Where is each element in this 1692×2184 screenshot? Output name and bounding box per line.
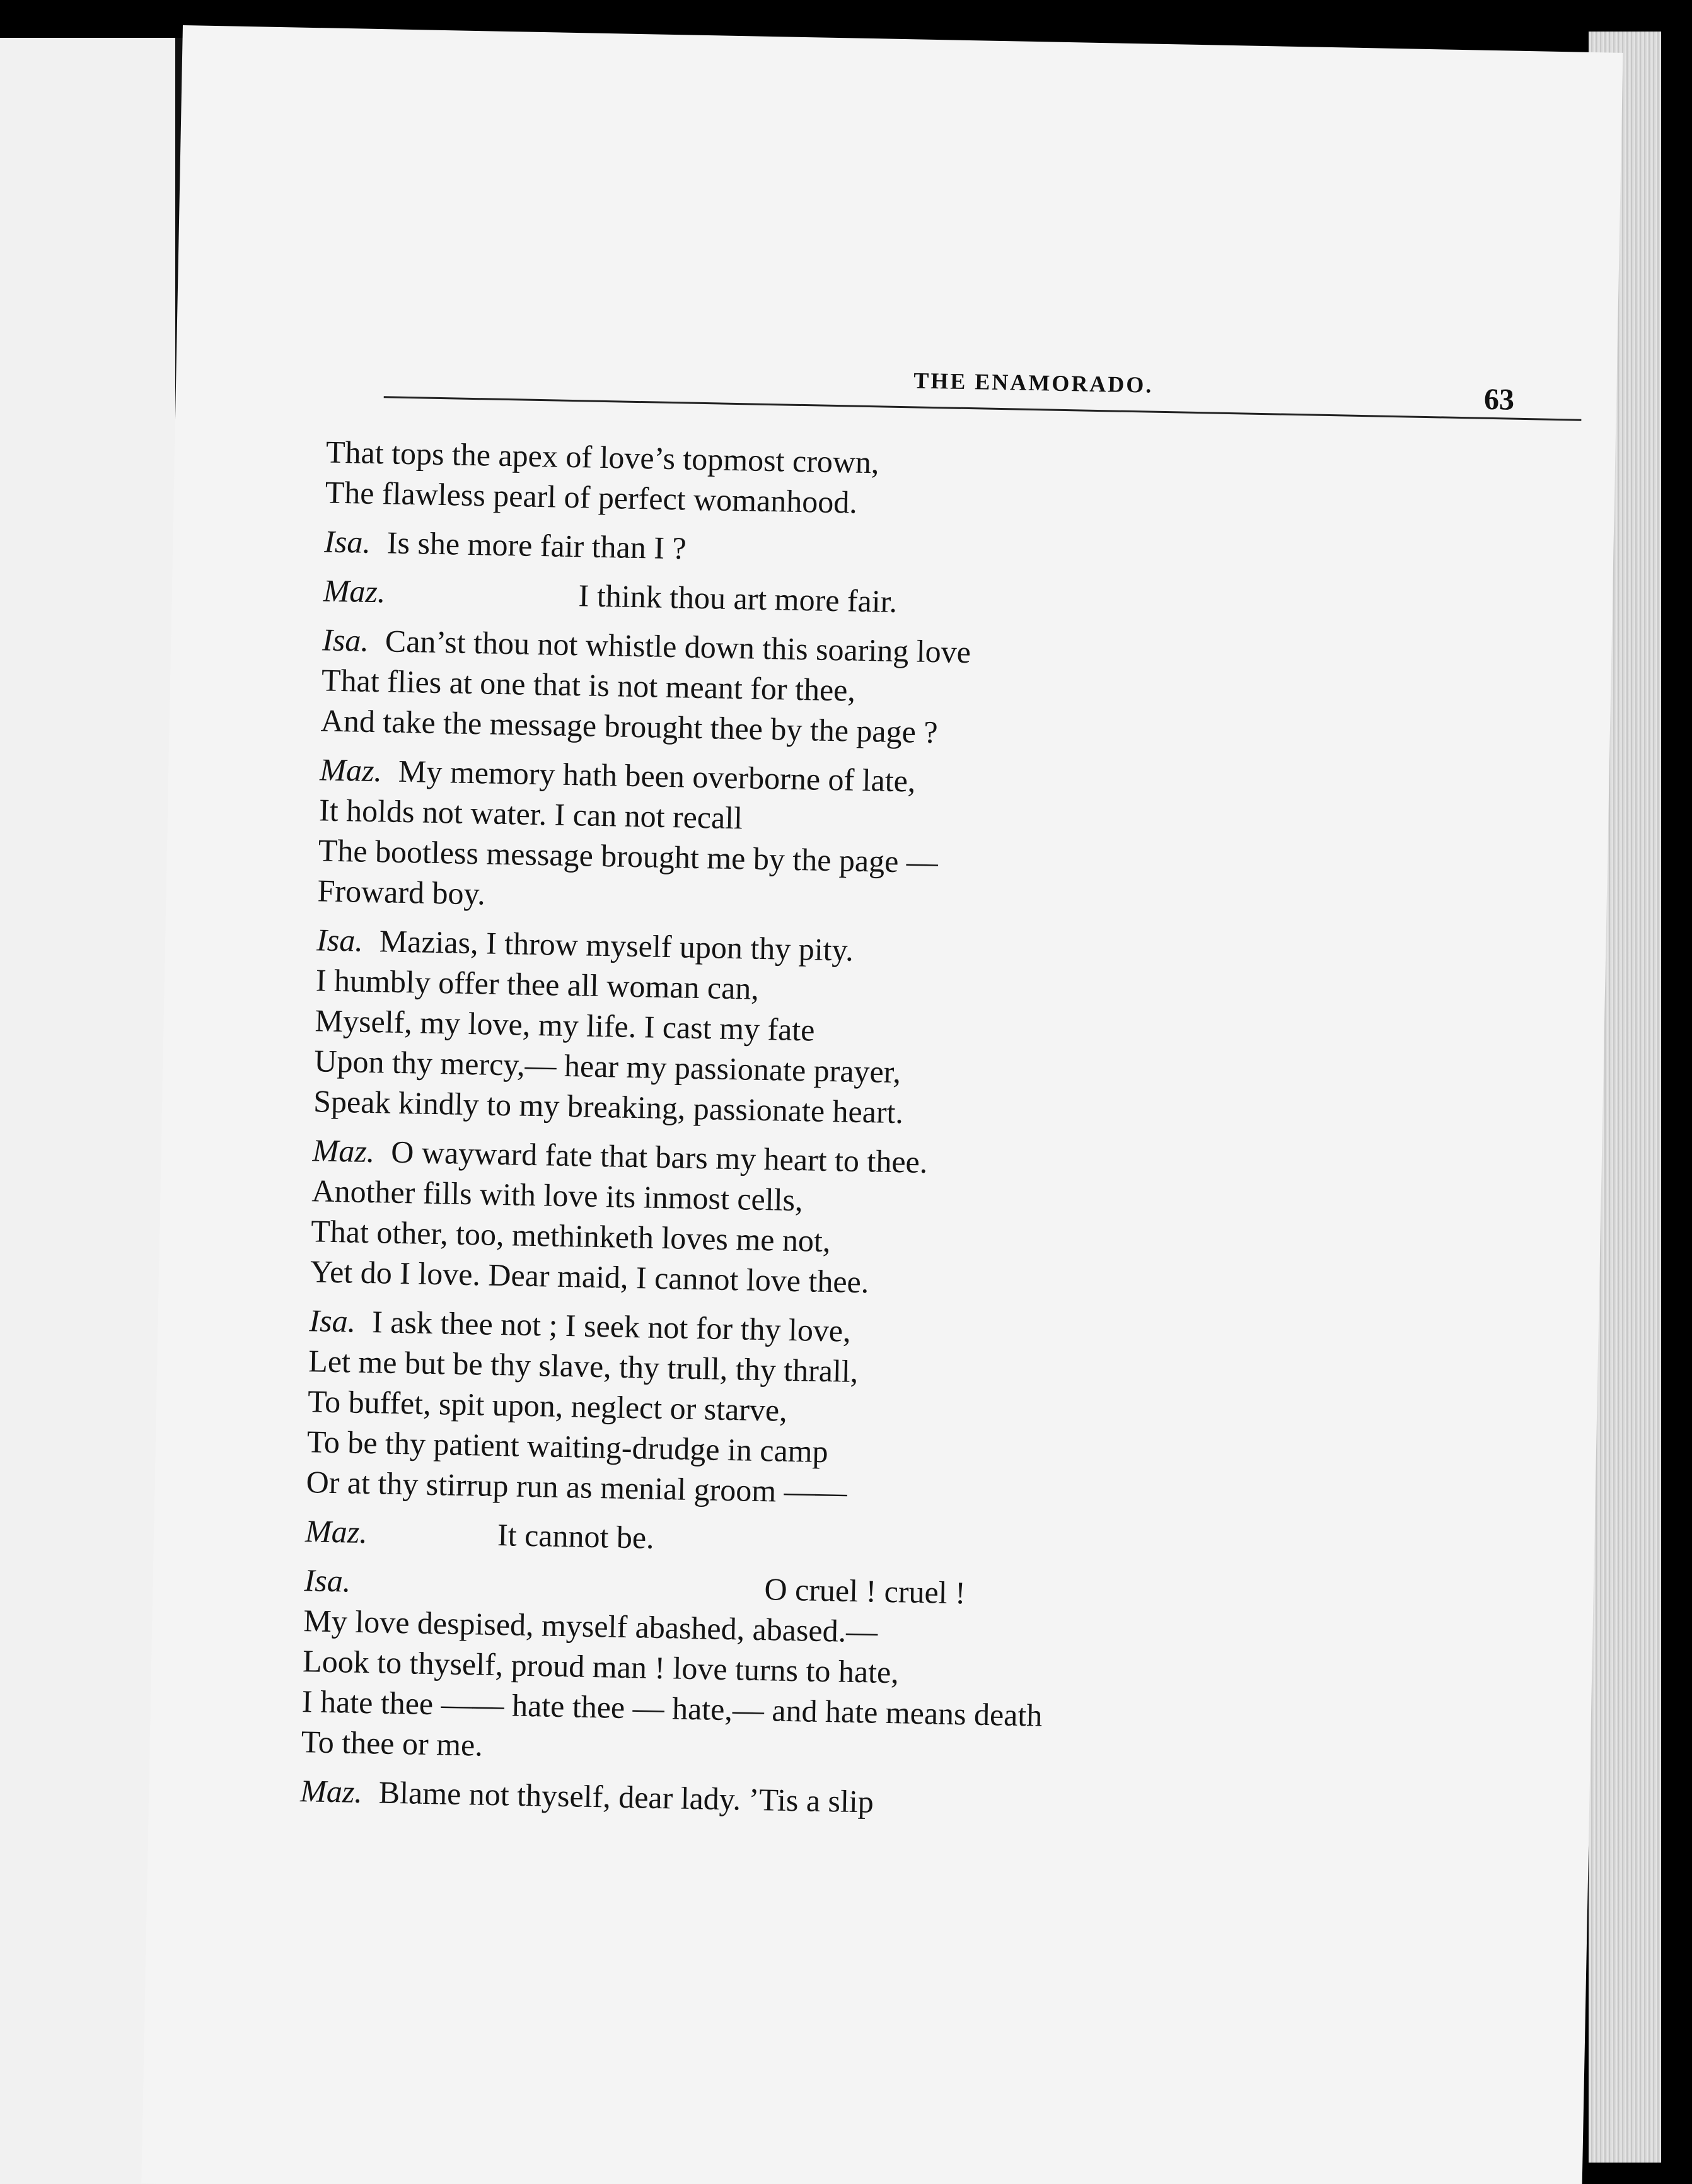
speaker-isa: Isa. <box>322 622 369 658</box>
line-text: Can’st thou not whistle down this soaring love <box>385 623 971 670</box>
line-text: Or at thy stirrup run as menial groom —— <box>306 1464 848 1510</box>
line-text: To be thy patient waiting-drudge in camp <box>306 1424 829 1470</box>
speaker-maz: Maz. <box>323 572 386 610</box>
line-text: I humbly offer thee all woman can, <box>315 962 760 1006</box>
speaker-maz: Maz. <box>312 1132 375 1170</box>
speaker-maz: Maz. <box>299 1773 363 1809</box>
line-text: That flies at one that is not meant for thee, <box>321 662 856 708</box>
line-text: I think thou art more fair. <box>578 578 898 619</box>
play-text <box>300 431 1461 1832</box>
line-text: It cannot be. <box>497 1517 655 1555</box>
line-text: Yet do I love. Dear maid, I cannot love thee. <box>310 1253 869 1300</box>
speaker-maz: Maz. <box>304 1513 368 1550</box>
line-text: Myself, my love, my life. I cast my fate <box>315 1002 815 1048</box>
line-text: Another fills with love its inmost cells, <box>311 1173 804 1218</box>
line-text: Blame not thyself, dear lady. ’Tis a slip <box>378 1774 874 1820</box>
line-text: My love despised, myself abashed, abased.— <box>303 1603 878 1649</box>
line-text: To thee or me. <box>301 1724 484 1763</box>
line-text: I ask thee not ; I seek not for thy love, <box>371 1304 852 1349</box>
line-text: My memory hath been overborne of late, <box>398 753 916 799</box>
line-text: Is she more fair than I ? <box>386 525 687 566</box>
line-text: Speak kindly to my breaking, passionate heart. <box>313 1083 904 1130</box>
page-number: 63 <box>1483 382 1515 417</box>
line-text: Upon thy mercy,— hear my passionate prayer, <box>313 1043 901 1090</box>
line-text: Look to thyself, proud man ! love turns to hate, <box>302 1643 900 1690</box>
line-text: The flawless pearl of perfect womanhood. <box>325 474 858 520</box>
book-page <box>141 25 1623 2184</box>
running-head <box>383 357 1582 436</box>
line-text: Froward boy. <box>317 873 486 912</box>
line-text: That tops the apex of love’s topmost crown, <box>325 434 880 480</box>
header-rule <box>384 396 1582 421</box>
running-title: THE ENAMORADO. <box>913 368 1154 398</box>
speaker-isa: Isa. <box>323 523 371 560</box>
line-text: And take the message brought thee by the page ? <box>320 702 939 750</box>
line-text: That other, too, methinketh loves me not, <box>310 1213 831 1259</box>
line-text: To buffet, spit upon, neglect or starve, <box>307 1383 788 1428</box>
speaker-maz: Maz. <box>319 752 383 789</box>
speaker-isa: Isa. <box>316 922 364 958</box>
line-text: It holds not water. I can not recall <box>318 792 743 836</box>
line-text: I hate thee —— hate thee — hate,— and hate means death <box>301 1683 1043 1733</box>
speaker-isa: Isa. <box>304 1562 351 1599</box>
line-text: O wayward fate that bars my heart to thee. <box>390 1134 928 1180</box>
line-text: Mazias, I throw myself upon thy pity. <box>379 923 854 968</box>
line-text: The bootless message brought me by the page — <box>318 832 939 880</box>
line-text: O cruel ! cruel ! <box>764 1571 966 1611</box>
line-text: Let me but be thy slave, thy trull, thy thrall, <box>308 1343 859 1389</box>
speaker-isa: Isa. <box>309 1303 356 1339</box>
